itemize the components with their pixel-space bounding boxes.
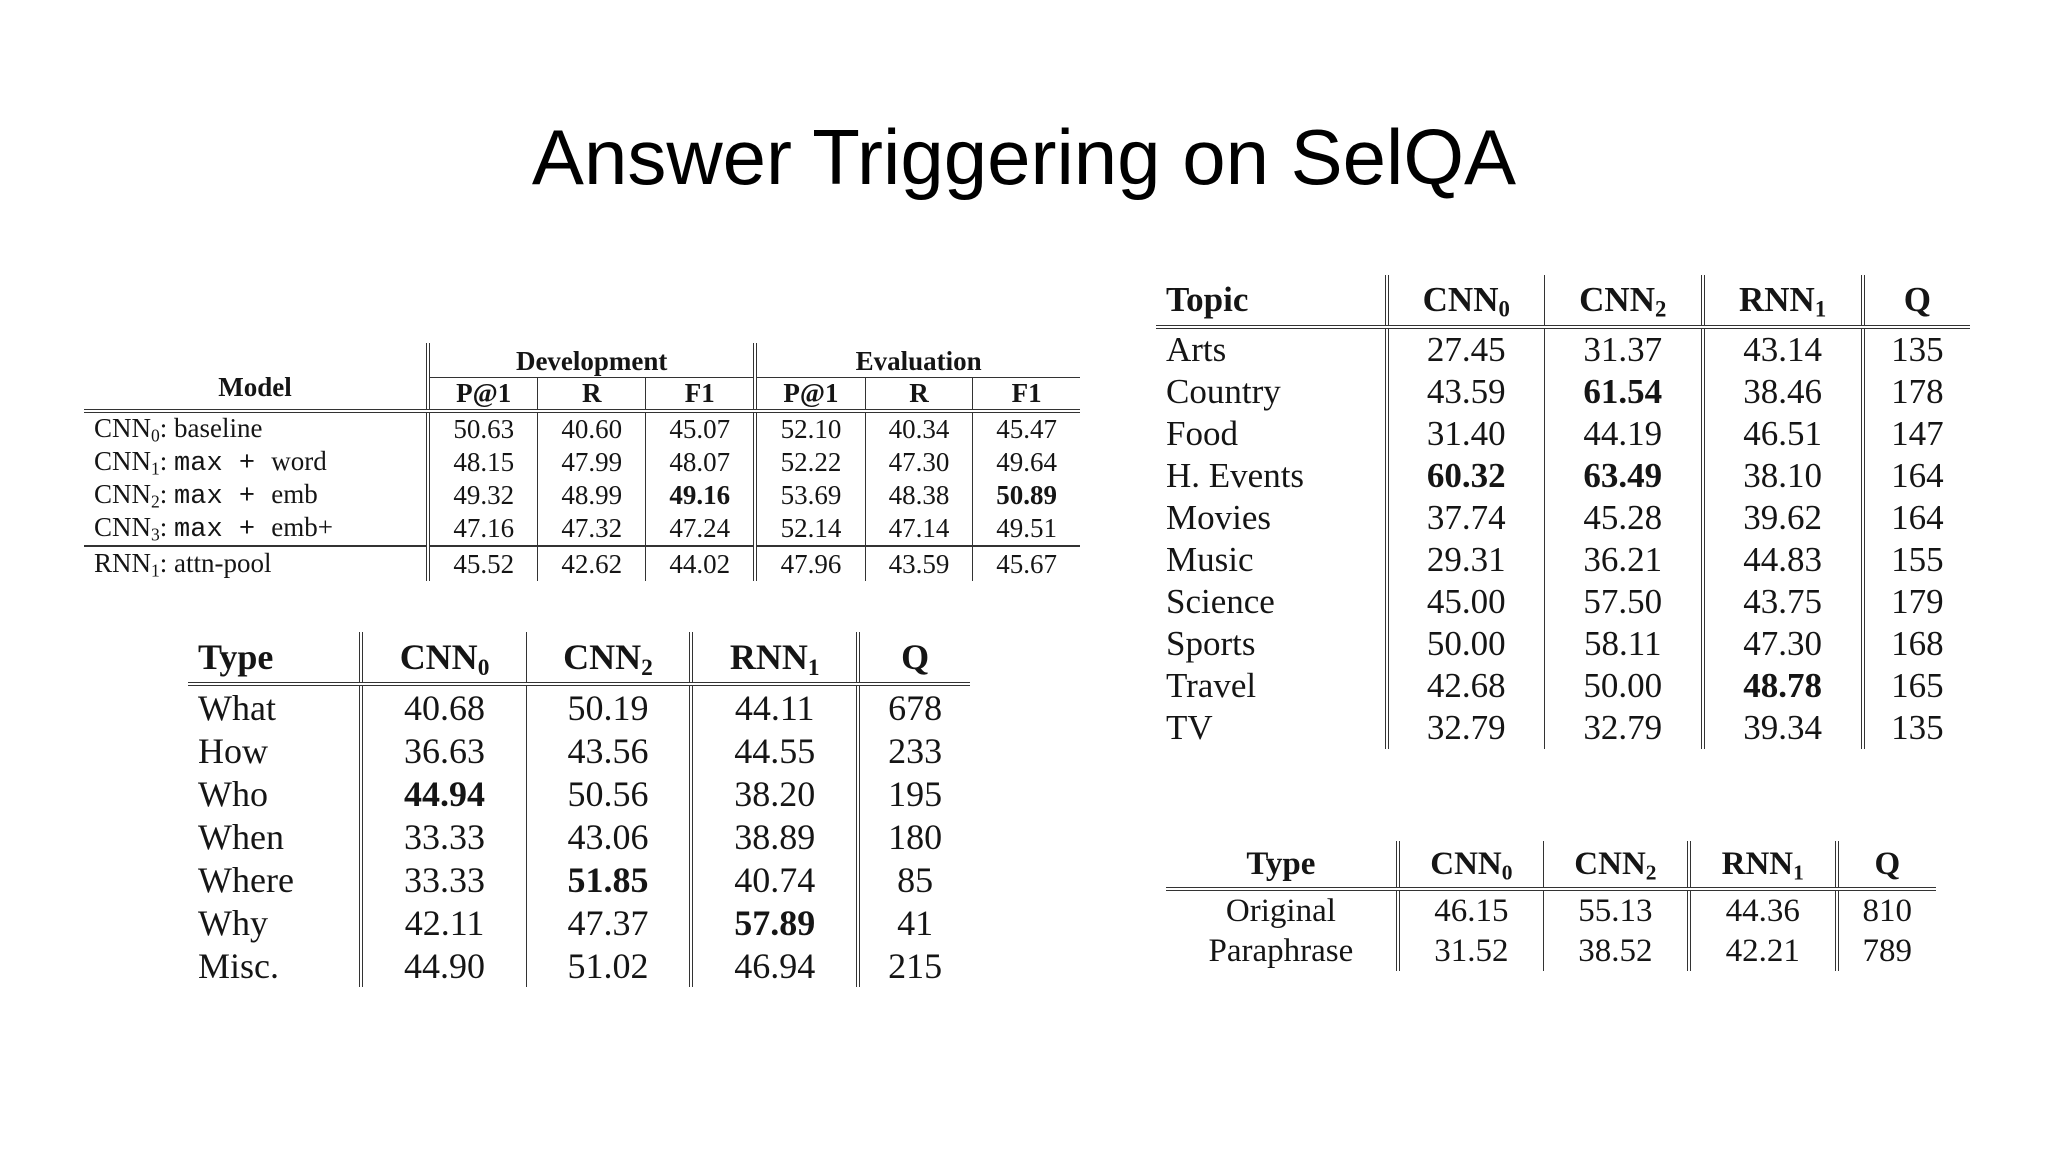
value-cell: 45.47 <box>973 411 1080 446</box>
model-results-table <box>84 343 1080 581</box>
value-cell: 51.85 <box>526 858 691 901</box>
value-cell: 51.02 <box>526 944 691 987</box>
value-cell: 48.99 <box>538 479 646 512</box>
question-type-row <box>188 858 970 901</box>
model-row <box>84 446 1080 479</box>
value-cell: 38.10 <box>1703 455 1863 497</box>
topic-label: Food <box>1166 414 1238 453</box>
value-cell: 42.11 <box>361 901 526 944</box>
topic-rows <box>1156 327 1970 749</box>
dev-r-header: R <box>538 378 646 412</box>
topic-label: Movies <box>1166 498 1271 537</box>
value-cell: 43.06 <box>526 815 691 858</box>
value-cell: 49.51 <box>973 512 1080 546</box>
value-cell: 47.96 <box>755 546 865 581</box>
value-cell: 52.10 <box>755 411 865 446</box>
value-cell: 39.62 <box>1703 497 1863 539</box>
topic-label: Science <box>1166 582 1275 621</box>
count-cell: 135 <box>1863 327 1970 371</box>
value-cell: 44.94 <box>361 772 526 815</box>
value-cell: 43.75 <box>1703 581 1863 623</box>
model-row <box>84 479 1080 512</box>
count-cell: 168 <box>1863 623 1970 665</box>
value-cell: 38.89 <box>691 815 858 858</box>
value-cell: 47.30 <box>1703 623 1863 665</box>
model-name: $CNN_3$: max + emb+ <box>94 512 333 545</box>
count-cell: 233 <box>858 729 970 772</box>
count-cell: 155 <box>1863 539 1970 581</box>
value-cell: 40.68 <box>361 684 526 729</box>
value-cell: 50.00 <box>1545 665 1703 707</box>
model-row <box>84 411 1080 446</box>
type-label: Original <box>1225 892 1336 929</box>
value-cell: 47.99 <box>538 446 646 479</box>
value-cell: 38.52 <box>1543 931 1689 971</box>
value-cell: 44.36 <box>1689 889 1837 931</box>
value-cell: 48.15 <box>428 446 538 479</box>
topic-row <box>1156 581 1970 623</box>
count-cell: 164 <box>1863 455 1970 497</box>
type-header: Type <box>188 632 361 684</box>
value-cell: 43.56 <box>526 729 691 772</box>
count-cell: 678 <box>858 684 970 729</box>
topic-row <box>1156 327 1970 371</box>
count-cell: 85 <box>858 858 970 901</box>
value-cell: 31.40 <box>1387 413 1545 455</box>
count-cell: 810 <box>1837 889 1936 931</box>
value-cell: 36.21 <box>1545 539 1703 581</box>
value-cell: 49.16 <box>646 479 756 512</box>
value-cell: 49.32 <box>428 479 538 512</box>
value-cell: 50.00 <box>1387 623 1545 665</box>
value-cell: 50.89 <box>973 479 1080 512</box>
topic-row <box>1156 707 1970 749</box>
cnn0-header: $CNN_0$ <box>361 632 526 684</box>
value-cell: 48.07 <box>646 446 756 479</box>
count-cell: 147 <box>1863 413 1970 455</box>
model-row <box>84 546 1080 581</box>
value-cell: 46.51 <box>1703 413 1863 455</box>
model-rows <box>84 411 1080 581</box>
value-cell: 48.78 <box>1703 665 1863 707</box>
value-cell: 47.32 <box>538 512 646 546</box>
q-header: Q <box>858 632 970 684</box>
value-cell: 46.94 <box>691 944 858 987</box>
value-cell: 50.63 <box>428 411 538 446</box>
value-cell: 61.54 <box>1545 371 1703 413</box>
topic-row <box>1156 497 1970 539</box>
question-type-table <box>188 632 970 987</box>
value-cell: 39.34 <box>1703 707 1863 749</box>
value-cell: 48.38 <box>865 479 973 512</box>
type-label: When <box>198 816 284 857</box>
value-cell: 47.24 <box>646 512 756 546</box>
value-cell: 40.74 <box>691 858 858 901</box>
value-cell: 44.55 <box>691 729 858 772</box>
value-cell: 27.45 <box>1387 327 1545 371</box>
value-cell: 42.68 <box>1387 665 1545 707</box>
cnn2-header: $CNN_2$ <box>1543 841 1689 889</box>
value-cell: 57.89 <box>691 901 858 944</box>
count-cell: 135 <box>1863 707 1970 749</box>
value-cell: 31.37 <box>1545 327 1703 371</box>
cnn0-header: $CNN_0$ <box>1387 275 1545 327</box>
topic-row <box>1156 539 1970 581</box>
topic-row <box>1156 665 1970 707</box>
question-type-row <box>188 684 970 729</box>
value-cell: 47.30 <box>865 446 973 479</box>
value-cell: 44.11 <box>691 684 858 729</box>
value-cell: 60.32 <box>1387 455 1545 497</box>
count-cell: 789 <box>1837 931 1936 971</box>
value-cell: 45.67 <box>973 546 1080 581</box>
type-label: Paraphrase <box>1208 932 1354 969</box>
topic-row <box>1156 623 1970 665</box>
paraphrase-rows <box>1166 889 1936 971</box>
cnn2-header: $CNN_2$ <box>1545 275 1703 327</box>
question-type-row <box>188 729 970 772</box>
model-name: $RNN_1$: attn-pool <box>84 546 428 581</box>
paraphrase-row <box>1166 889 1936 931</box>
value-cell: 47.16 <box>428 512 538 546</box>
value-cell: 47.37 <box>526 901 691 944</box>
value-cell: 33.33 <box>361 858 526 901</box>
type-label: Misc. <box>198 945 279 986</box>
question-type-rows <box>188 684 970 987</box>
value-cell: 44.90 <box>361 944 526 987</box>
value-cell: 52.14 <box>755 512 865 546</box>
count-cell: 180 <box>858 815 970 858</box>
value-cell: 42.62 <box>538 546 646 581</box>
value-cell: 45.28 <box>1545 497 1703 539</box>
value-cell: 33.33 <box>361 815 526 858</box>
model-header: Model <box>84 343 428 411</box>
value-cell: 47.14 <box>865 512 973 546</box>
value-cell: 44.02 <box>646 546 756 581</box>
value-cell: 36.63 <box>361 729 526 772</box>
value-cell: 40.60 <box>538 411 646 446</box>
q-header: Q <box>1837 841 1936 889</box>
value-cell: 43.14 <box>1703 327 1863 371</box>
value-cell: 32.79 <box>1545 707 1703 749</box>
q-header: Q <box>1863 275 1970 327</box>
dev-f1-header: F1 <box>646 378 756 412</box>
topic-row <box>1156 455 1970 497</box>
type-label: Who <box>198 773 268 814</box>
value-cell: 38.20 <box>691 772 858 815</box>
topic-table <box>1156 275 1970 749</box>
value-cell: 38.46 <box>1703 371 1863 413</box>
cnn2-header: $CNN_2$ <box>526 632 691 684</box>
eval-p1-header: P@1 <box>755 378 865 412</box>
value-cell: 37.74 <box>1387 497 1545 539</box>
value-cell: 40.34 <box>865 411 973 446</box>
value-cell: 55.13 <box>1543 889 1689 931</box>
value-cell: 46.15 <box>1398 889 1544 931</box>
type-label: How <box>198 730 268 771</box>
question-type-row <box>188 944 970 987</box>
value-cell: 63.49 <box>1545 455 1703 497</box>
value-cell: 45.52 <box>428 546 538 581</box>
slide-title: Answer Triggering on SelQA <box>531 113 1517 201</box>
value-cell: 32.79 <box>1387 707 1545 749</box>
count-cell: 179 <box>1863 581 1970 623</box>
rnn1-header: $RNN_1$ <box>1689 841 1837 889</box>
value-cell: 43.59 <box>865 546 973 581</box>
paraphrase-row <box>1166 931 1936 971</box>
model-row <box>84 512 1080 546</box>
development-group-header: Development <box>428 343 755 378</box>
count-cell: 41 <box>858 901 970 944</box>
value-cell: 58.11 <box>1545 623 1703 665</box>
topic-label: Travel <box>1166 666 1257 705</box>
count-cell: 178 <box>1863 371 1970 413</box>
value-cell: 50.56 <box>526 772 691 815</box>
topic-label: TV <box>1166 708 1213 747</box>
value-cell: 45.00 <box>1387 581 1545 623</box>
model-name: $CNN_0$: baseline <box>94 413 263 446</box>
type-header: Type <box>1166 841 1398 889</box>
topic-row <box>1156 371 1970 413</box>
topic-header: Topic <box>1156 275 1387 327</box>
value-cell: 52.22 <box>755 446 865 479</box>
model-name: $CNN_1$: max + word <box>94 446 327 479</box>
eval-r-header: R <box>865 378 973 412</box>
rnn1-header: $RNN_1$ <box>691 632 858 684</box>
question-type-row <box>188 815 970 858</box>
eval-f1-header: F1 <box>973 378 1080 412</box>
type-label: Where <box>198 859 294 900</box>
topic-label: Music <box>1166 540 1254 579</box>
rnn1-header: $RNN_1$ <box>1703 275 1863 327</box>
model-name: $CNN_2$: max + emb <box>94 479 318 512</box>
value-cell: 43.59 <box>1387 371 1545 413</box>
topic-label: Sports <box>1166 624 1256 663</box>
value-cell: 50.19 <box>526 684 691 729</box>
question-type-row <box>188 901 970 944</box>
count-cell: 195 <box>858 772 970 815</box>
cnn0-header: $CNN_0$ <box>1398 841 1544 889</box>
type-label: Why <box>198 902 268 943</box>
value-cell: 42.21 <box>1689 931 1837 971</box>
value-cell: 44.83 <box>1703 539 1863 581</box>
topic-row <box>1156 413 1970 455</box>
paraphrase-table <box>1166 841 1936 971</box>
value-cell: 29.31 <box>1387 539 1545 581</box>
value-cell: 53.69 <box>755 479 865 512</box>
type-label: What <box>198 687 276 728</box>
value-cell: 44.19 <box>1545 413 1703 455</box>
value-cell: 31.52 <box>1398 931 1544 971</box>
value-cell: 49.64 <box>973 446 1080 479</box>
topic-label: H. Events <box>1166 456 1305 495</box>
count-cell: 215 <box>858 944 970 987</box>
question-type-row <box>188 772 970 815</box>
dev-p1-header: P@1 <box>428 378 538 412</box>
count-cell: 164 <box>1863 497 1970 539</box>
count-cell: 165 <box>1863 665 1970 707</box>
evaluation-group-header: Evaluation <box>755 343 1080 378</box>
value-cell: 57.50 <box>1545 581 1703 623</box>
topic-label: Country <box>1166 372 1281 411</box>
topic-label: Arts <box>1166 330 1227 369</box>
value-cell: 45.07 <box>646 411 756 446</box>
